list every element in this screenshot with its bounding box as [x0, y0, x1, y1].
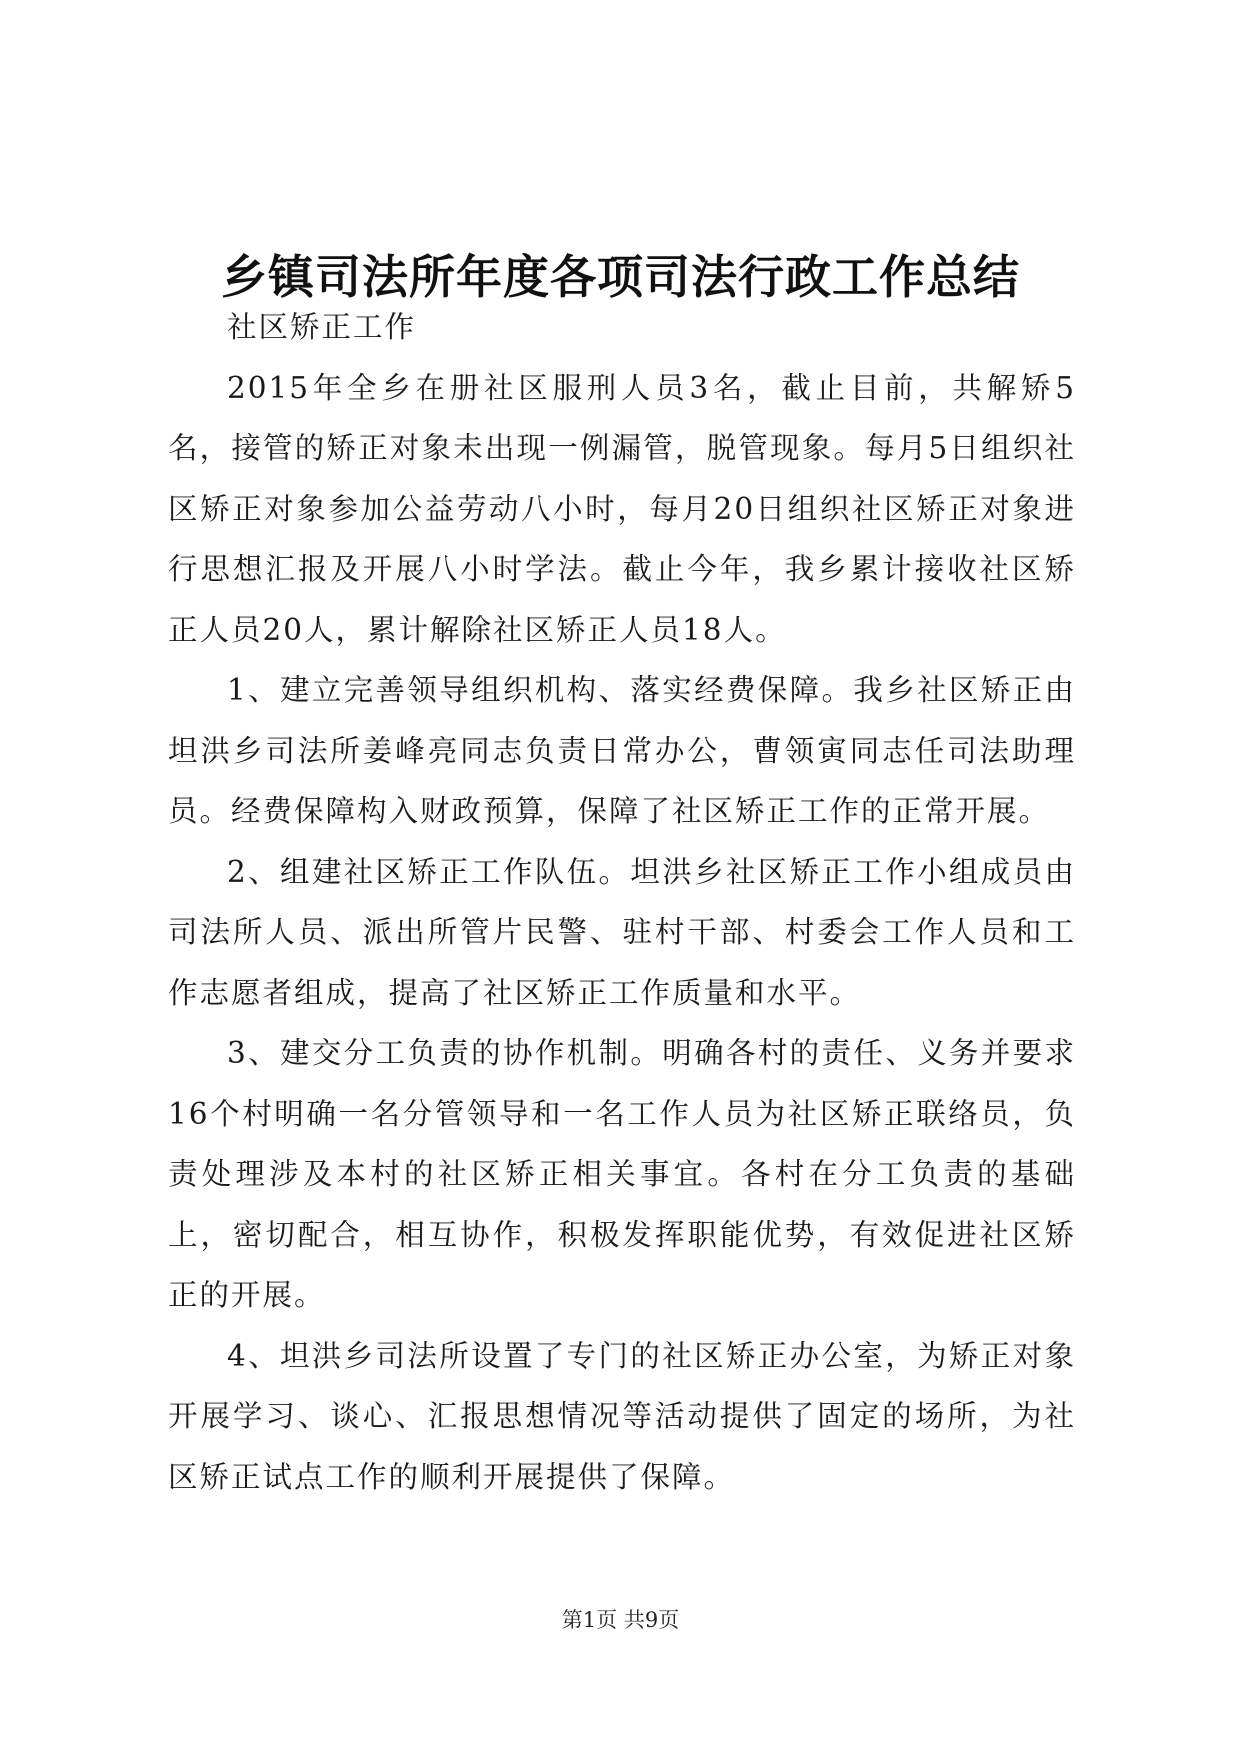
paragraph-item-4: 4、坦洪乡司法所设置了专门的社区矫正办公室，为矫正对象开展学习、谈心、汇报思想情况等活动提供了固定的场所，为社区矫正试点工作的顺利开展提供了保障。 [168, 1338, 1076, 1494]
paragraph-item-2: 2、组建社区矫正工作队伍。坦洪乡社区矫正工作小组成员由司法所人员、派出所管片民警、驻村干部、村委会工作人员和工作志愿者组成，提高了社区矫正工作质量和水平。 [168, 854, 1076, 1010]
section-heading: 社区矫正工作 [227, 310, 417, 344]
document-body [168, 297, 1076, 1507]
paragraph-item-1: 1、建立完善领导组织机构、落实经费保障。我乡社区矫正由坦洪乡司法所姜峰亮同志负责日常办公，曹领寅同志任司法助理员。经费保障构入财政预算，保障了社区矫正工作的正常开展。 [168, 673, 1076, 828]
page-footer [0, 1605, 1241, 1635]
page-indicator: 第1页 共9页 [561, 1608, 680, 1632]
paragraph-summary: 2015年全乡在册社区服刑人员3名，截止目前，共解矫5名，接管的矫正对象未出现一例漏管，脱管现象。每月5日组织社区矫正对象参加公益劳动八小时，每月20日组织社区矫正对象进行思想汇报及开展八小时学法。截止今年，我乡累计接收社区矫正人员20人，累计解除社区矫正人员18人。 [168, 370, 1076, 647]
document-title: 乡镇司法所年度各项司法行政工作总结 [221, 249, 1020, 304]
paragraph-item-3: 3、建交分工负责的协作机制。明确各村的责任、义务并要求16个村明确一名分管领导和一名工作人员为社区矫正联络员，负责处理涉及本村的社区矫正相关事宜。各村在分工负责的基础上，密切配合，相互协作，积极发挥职能优势，有效促进社区矫正的开展。 [168, 1036, 1076, 1312]
